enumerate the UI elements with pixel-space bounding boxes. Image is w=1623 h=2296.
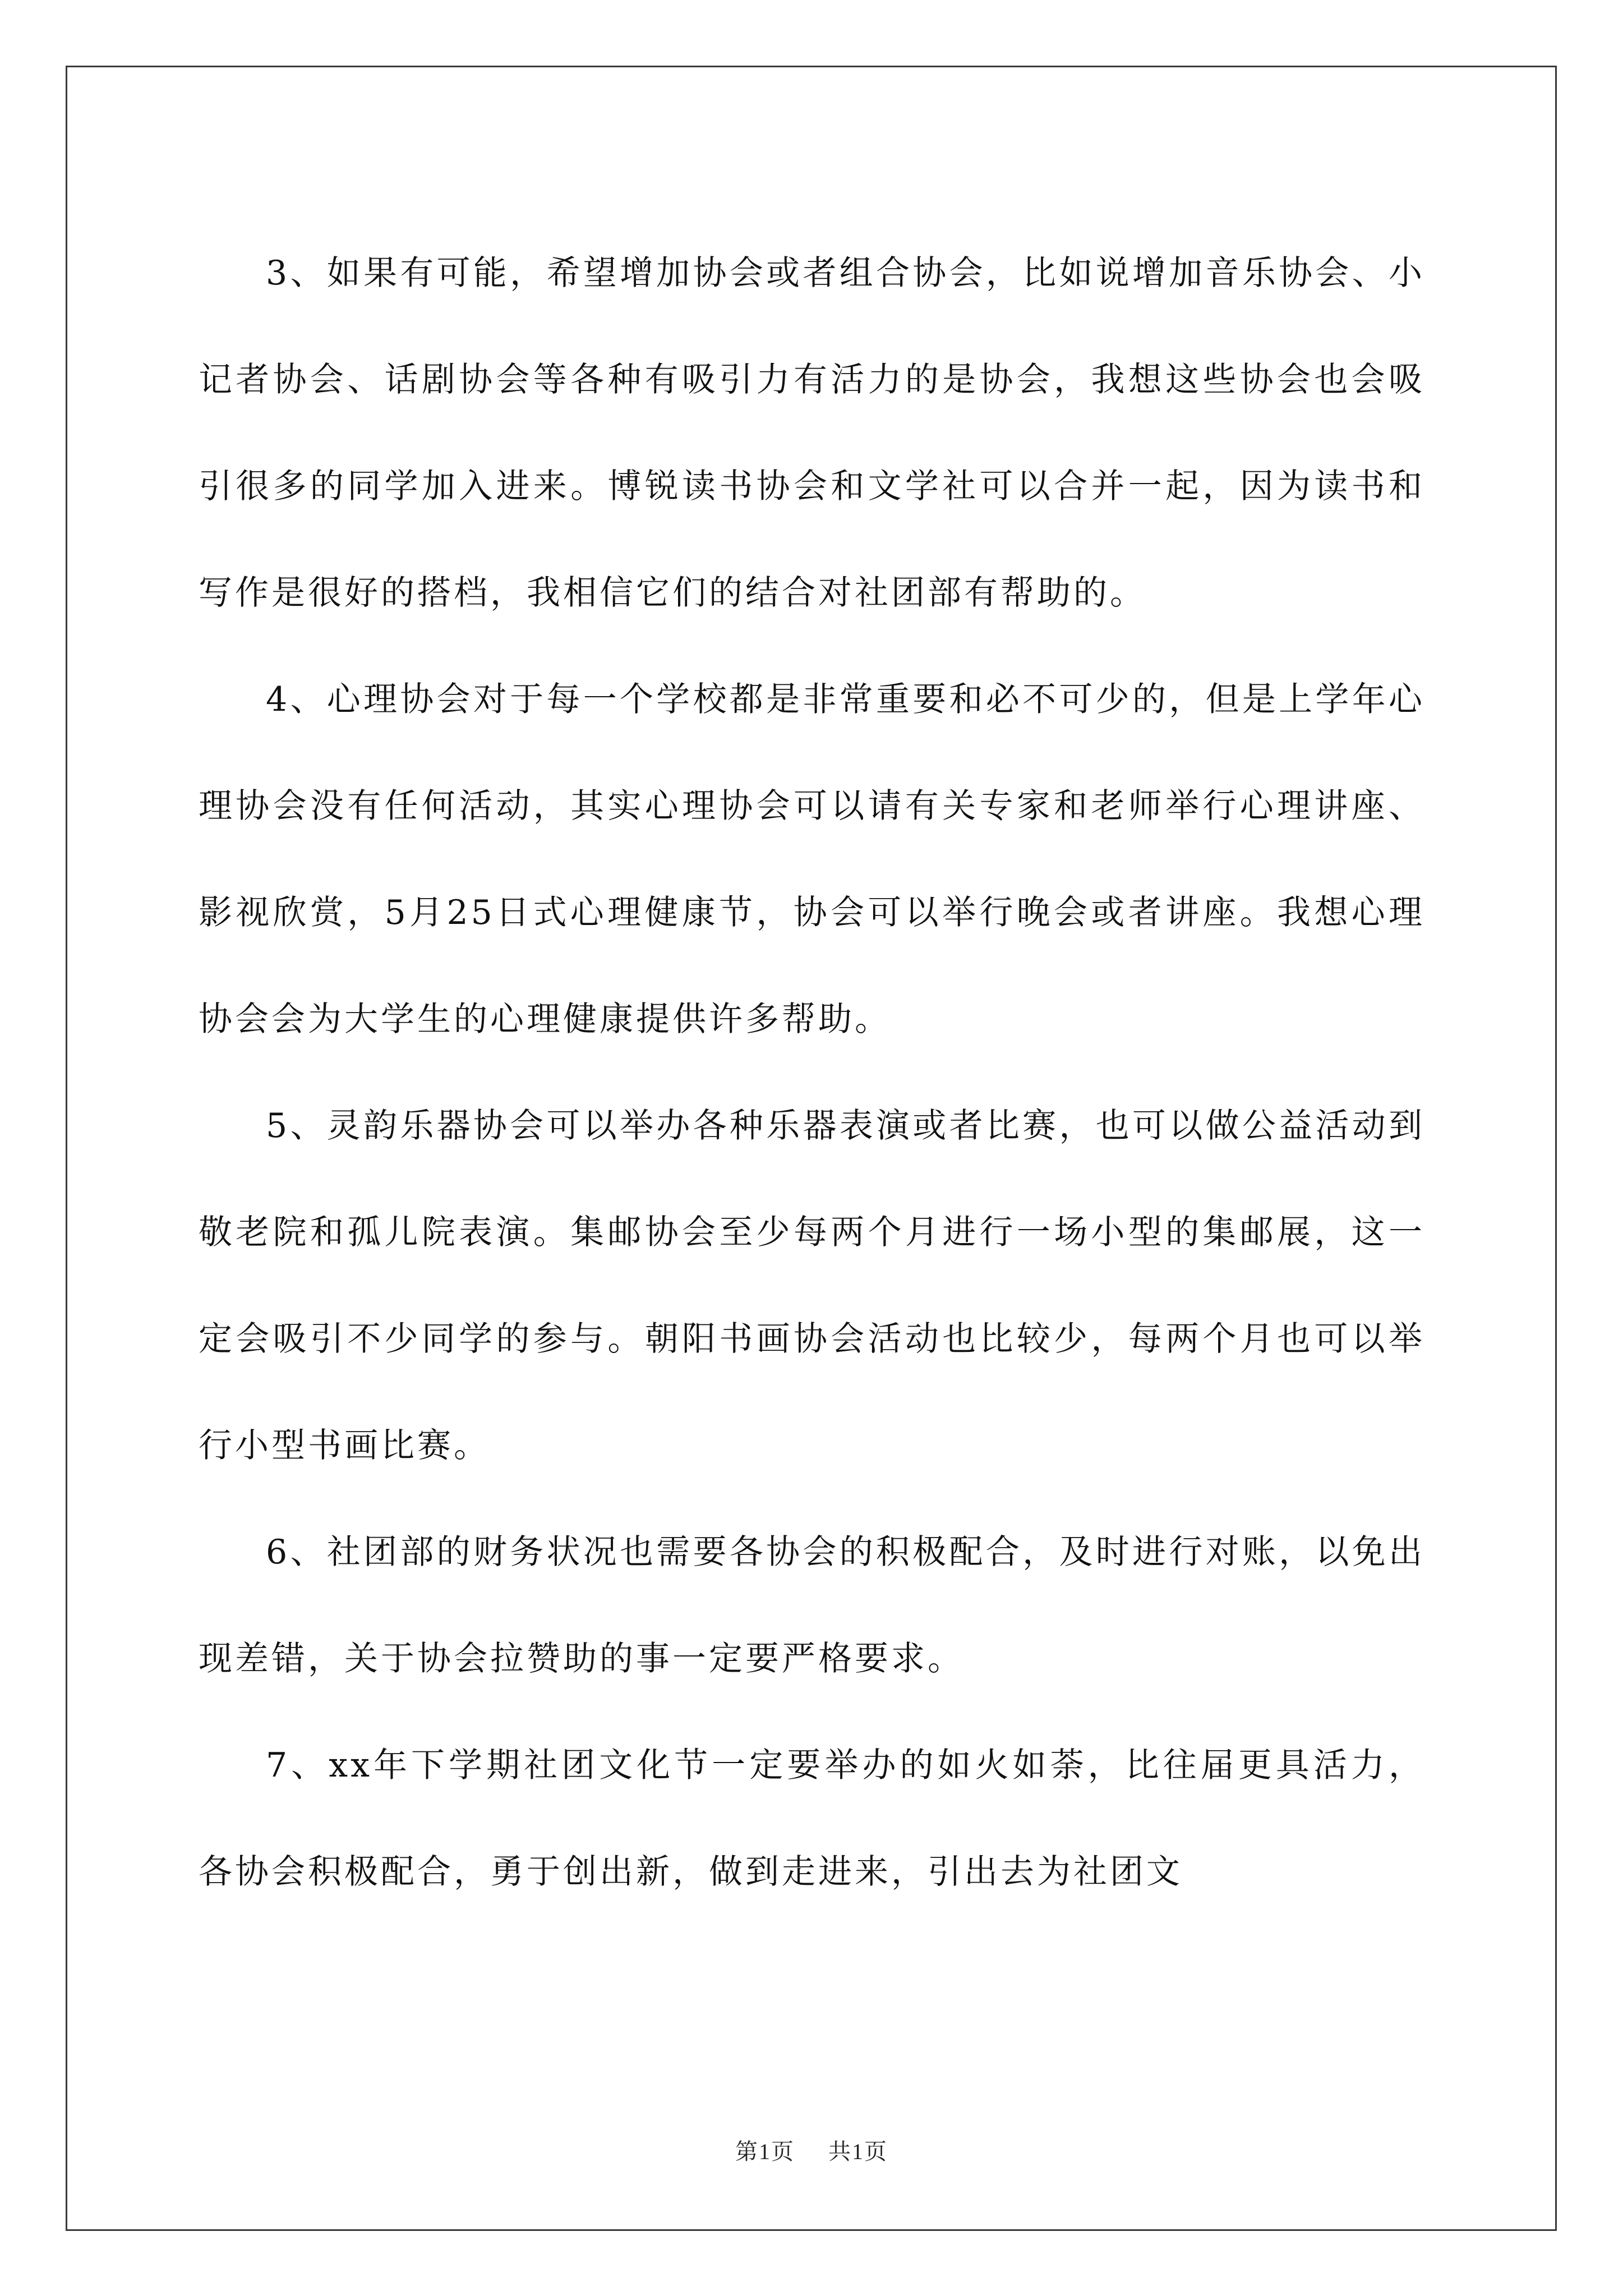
document-body xyxy=(199,220,1425,1925)
paragraph: 6、社团部的财务状况也需要各协会的积极配合，及时进行对账，以免出现差错，关于协会拉赞助的事一定要严格要求。 xyxy=(199,1533,1425,1678)
paragraph: 3、如果有可能，希望增加协会或者组合协会，比如说增加音乐协会、小记者协会、话剧协会等各种有吸引力有活力的是协会，我想这些协会也会吸引很多的同学加入进来。博锐读书协会和文学社可以合并一起，因为读书和写作是很好的搭档，我相信它们的结合对社团部有帮助的。 xyxy=(199,254,1425,613)
page-number: 第1页 xyxy=(735,2139,795,2164)
paragraph: 5、灵韵乐器协会可以举办各种乐器表演或者比赛，也可以做公益活动到敬老院和孤儿院表演。集邮协会至少每两个月进行一场小型的集邮展，这一定会吸引不少同学的参与。朝阳书画协会活动也比较少，每两个月也可以举行小型书画比赛。 xyxy=(199,1106,1425,1465)
page-footer xyxy=(0,2134,1623,2166)
page-total: 共1页 xyxy=(828,2139,888,2164)
paragraph: 7、xx年下学期社团文化节一定要举办的如火如荼，比往届更具活力，各协会积极配合，勇于创出新，做到走进来，引出去为社团文 xyxy=(199,1746,1425,1892)
paragraph: 4、心理协会对于每一个学校都是非常重要和必不可少的，但是上学年心理协会没有任何活动，其实心理协会可以请有关专家和老师举行心理讲座、影视欣赏，5月25日式心理健康节，协会可以举行晚会或者讲座。我想心理协会会为大学生的心理健康提供许多帮助。 xyxy=(199,680,1425,1039)
